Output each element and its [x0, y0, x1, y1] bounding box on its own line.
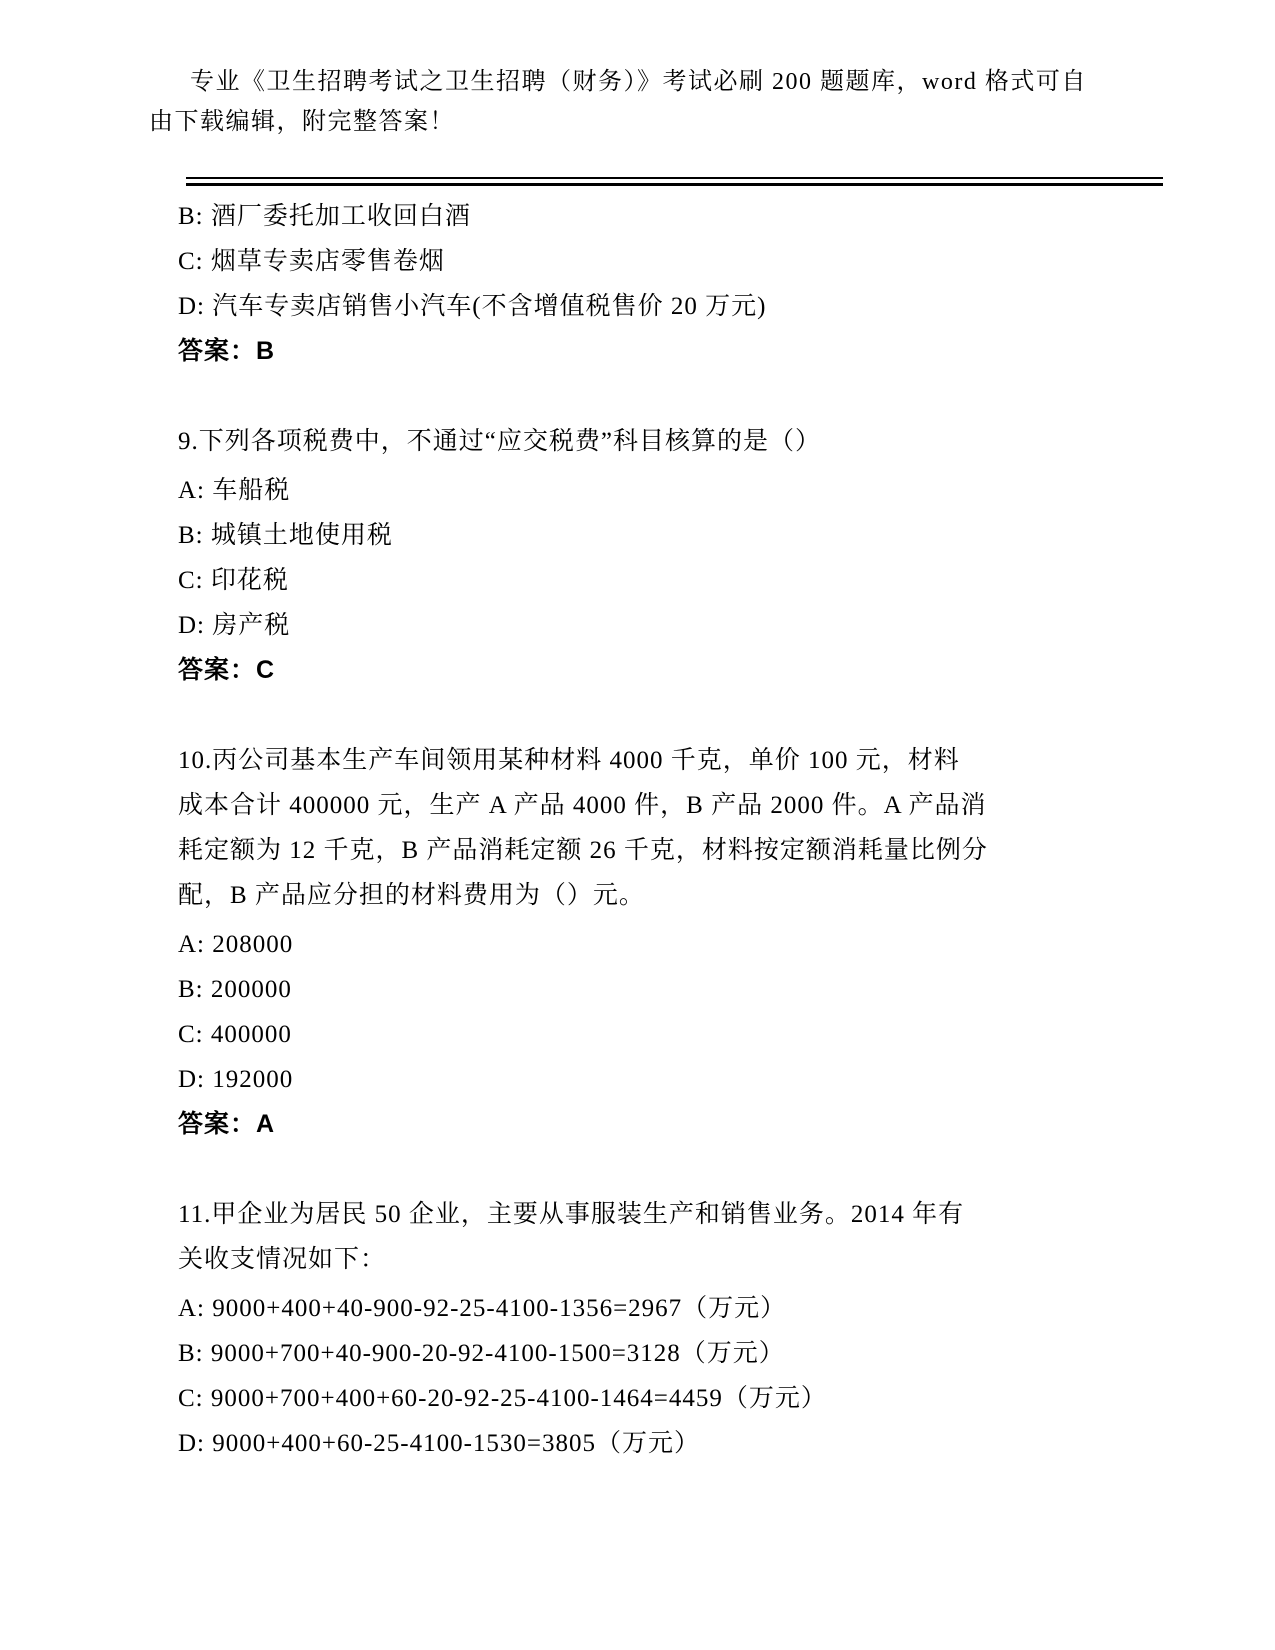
- answer-label: 答案：A: [178, 1110, 276, 1138]
- option-line: B: 200000: [178, 976, 292, 1003]
- option-line: A: 9000+400+40-900-92-25-4100-1356=2967（万元）: [178, 1295, 787, 1322]
- answer-label: 答案：B: [178, 337, 276, 365]
- question-8-options: [178, 194, 1148, 329]
- option-line: C: 400000: [178, 1021, 292, 1048]
- option-line: C: 9000+700+400+60-20-92-25-4100-1464=4459（万元）: [178, 1385, 827, 1412]
- question-text-line: 10.丙公司基本生产车间领用某种材料 4000 千克，单价 100 元，材料: [178, 747, 960, 774]
- option-line: D: 192000: [178, 1066, 294, 1093]
- question-text-line: 耗定额为 12 千克，B 产品消耗定额 26 千克，材料按定额消耗量比例分: [178, 837, 988, 864]
- document-body: [178, 190, 1148, 1466]
- page-header: [149, 62, 1159, 142]
- option-line: A: 208000: [178, 931, 294, 958]
- question-text-line: 关收支情况如下：: [178, 1246, 387, 1273]
- question-9-text: [178, 419, 1148, 464]
- option-line: C: 印花税: [178, 567, 289, 594]
- option-line: D: 9000+400+60-25-4100-1530=3805（万元）: [178, 1430, 701, 1457]
- header-text-line: 由下载编辑，附完整答案！: [149, 109, 455, 135]
- question-10-text: [178, 738, 1148, 918]
- option-line: A: 车船税: [178, 477, 291, 504]
- question-text-line: 11.甲企业为居民 50 企业，主要从事服装生产和销售业务。2014 年有: [178, 1201, 965, 1228]
- question-text-line: 配，B 产品应分担的材料费用为（）元。: [178, 882, 645, 909]
- option-line: D: 汽车专卖店销售小汽车(不含增值税售价 20 万元): [178, 293, 767, 320]
- option-line: C: 烟草专卖店零售卷烟: [178, 248, 445, 275]
- question-text-line: 成本合计 400000 元，生产 A 产品 4000 件，B 产品 2000 件。A 产品消: [178, 792, 987, 819]
- option-line: B: 9000+700+40-900-20-92-4100-1500=3128（万元）: [178, 1340, 785, 1367]
- question-text-line: 9.下列各项税费中，不通过“应交税费”科目核算的是（）: [178, 428, 821, 455]
- option-line: B: 城镇土地使用税: [178, 522, 393, 549]
- option-line: D: 房产税: [178, 612, 291, 639]
- option-line: B: 酒厂委托加工收回白酒: [178, 203, 471, 230]
- question-10-options: [178, 922, 1148, 1102]
- question-11-options: [178, 1286, 1148, 1466]
- question-9-options: [178, 468, 1148, 648]
- header-divider: [186, 177, 1163, 186]
- question-11-text: [178, 1192, 1148, 1282]
- answer-label: 答案：C: [178, 656, 276, 684]
- header-text-line: 专业《卫生招聘考试之卫生招聘（财务）》考试必刷 200 题题库，word 格式可自: [190, 69, 1087, 95]
